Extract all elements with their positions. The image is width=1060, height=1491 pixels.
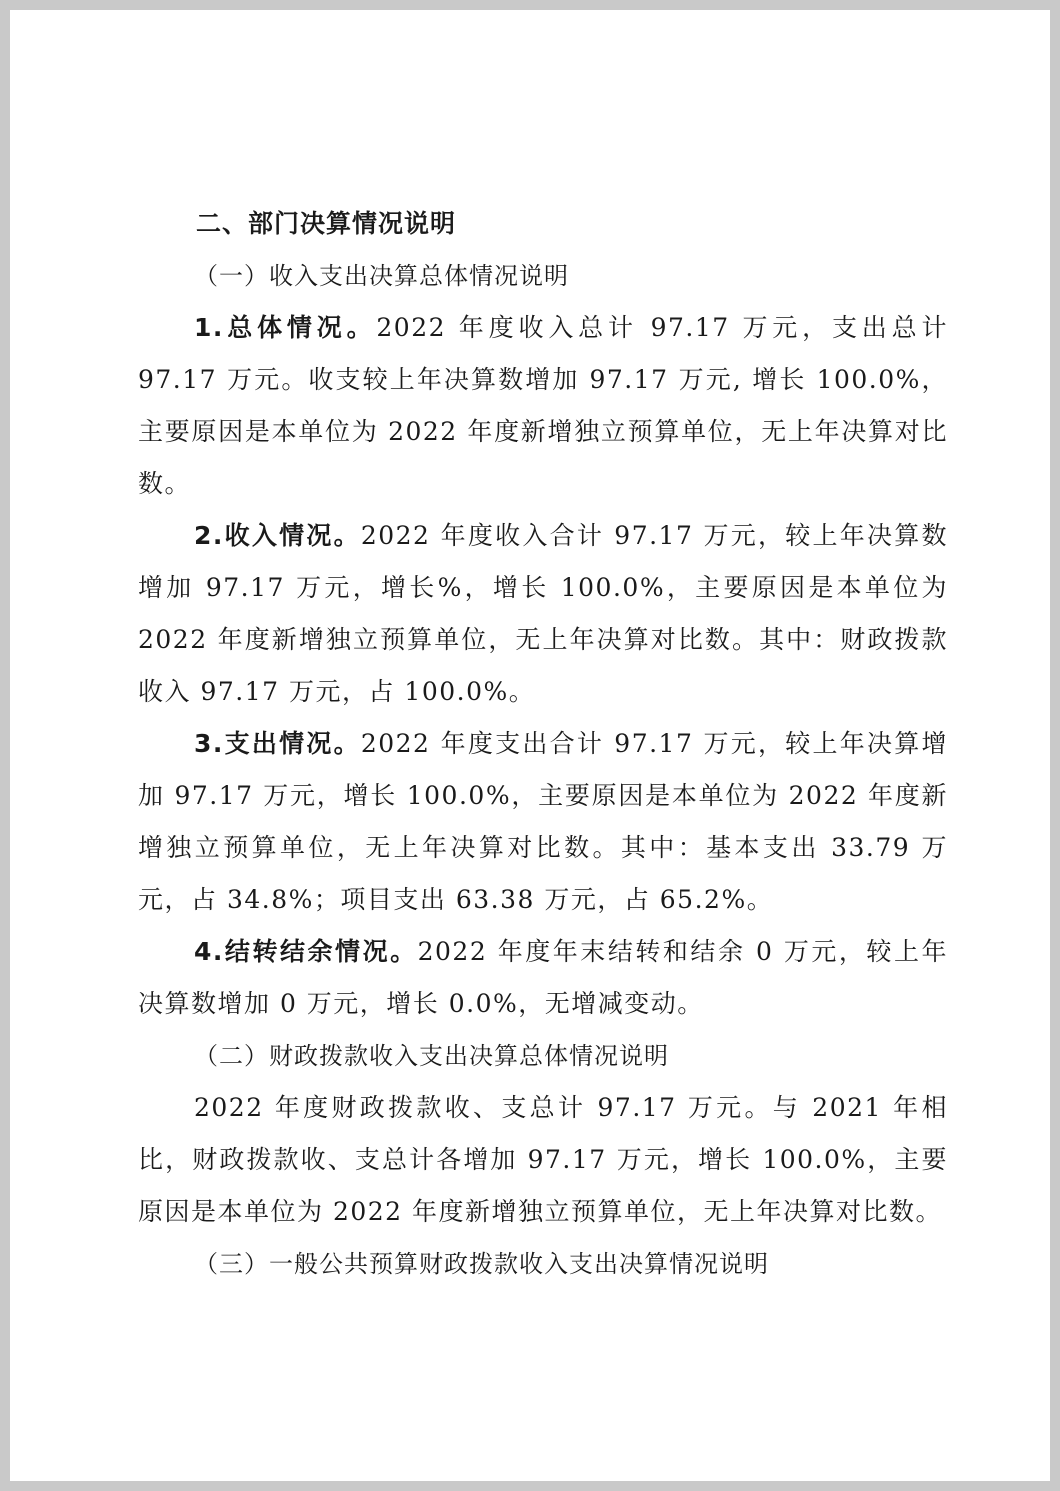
subsection-title-2: （二）财政拨款收入支出决算总体情况说明 (194, 1042, 669, 1070)
paragraph-carryover (138, 926, 948, 1030)
paragraph-income (138, 510, 948, 718)
paragraph-income-lead: 2.收入情况。 (194, 521, 361, 550)
subsection-title-3: （三）一般公共预算财政拨款收入支出决算情况说明 (194, 1250, 769, 1278)
paragraph-expenditure-text: 2022 年度支出合计 97.17 万元，较上年决算增加 97.17 万元，增长 100.0%，主要原因是本单位为 2022 年度新增独立预算单位，无上年决算对比数。其中：基本支出 33.79 万元，占 34.8%；项目支出 63.38 万元，占 65.2%。 (138, 729, 948, 914)
paragraph-overall-lead: 1.总体情况。 (194, 313, 377, 342)
subsection-title-1: （一）收入支出决算总体情况说明 (194, 262, 569, 290)
document-content (138, 198, 948, 1290)
section-title: 二、部门决算情况说明 (196, 209, 457, 238)
paragraph-expenditure-lead: 3.支出情况。 (194, 729, 361, 758)
document-page (10, 10, 1050, 1481)
paragraph-carryover-lead: 4.结转结余情况。 (194, 937, 418, 966)
paragraph-carryover-text: 2022 年度年末结转和结余 0 万元，较上年决算数增加 0 万元，增长 0.0%，无增减变动。 (138, 937, 948, 1018)
paragraph-fiscal-appropriation: 2022 年度财政拨款收、支总计 97.17 万元。与 2021 年相比，财政拨款收、支总计各增加 97.17 万元，增长 100.0%，主要原因是本单位为 2022 年度新增独立预算单位，无上年决算对比数。 (138, 1093, 948, 1226)
paragraph-overall (138, 302, 948, 510)
paragraph-income-text: 2022 年度收入合计 97.17 万元，较上年决算数增加 97.17 万元，增长%，增长 100.0%，主要原因是本单位为 2022 年度新增独立预算单位，无上年决算对比数。其中：财政拨款收入 97.17 万元，占 100.0%。 (138, 521, 948, 706)
paragraph-expenditure (138, 718, 948, 926)
paragraph-overall-text: 2022 年度收入总计 97.17 万元，支出总计 97.17 万元。收支较上年决算数增加 97.17 万元, 增长 100.0%，主要原因是本单位为 2022 年度新增独立预算单位，无上年决算对比数。 (138, 313, 948, 498)
